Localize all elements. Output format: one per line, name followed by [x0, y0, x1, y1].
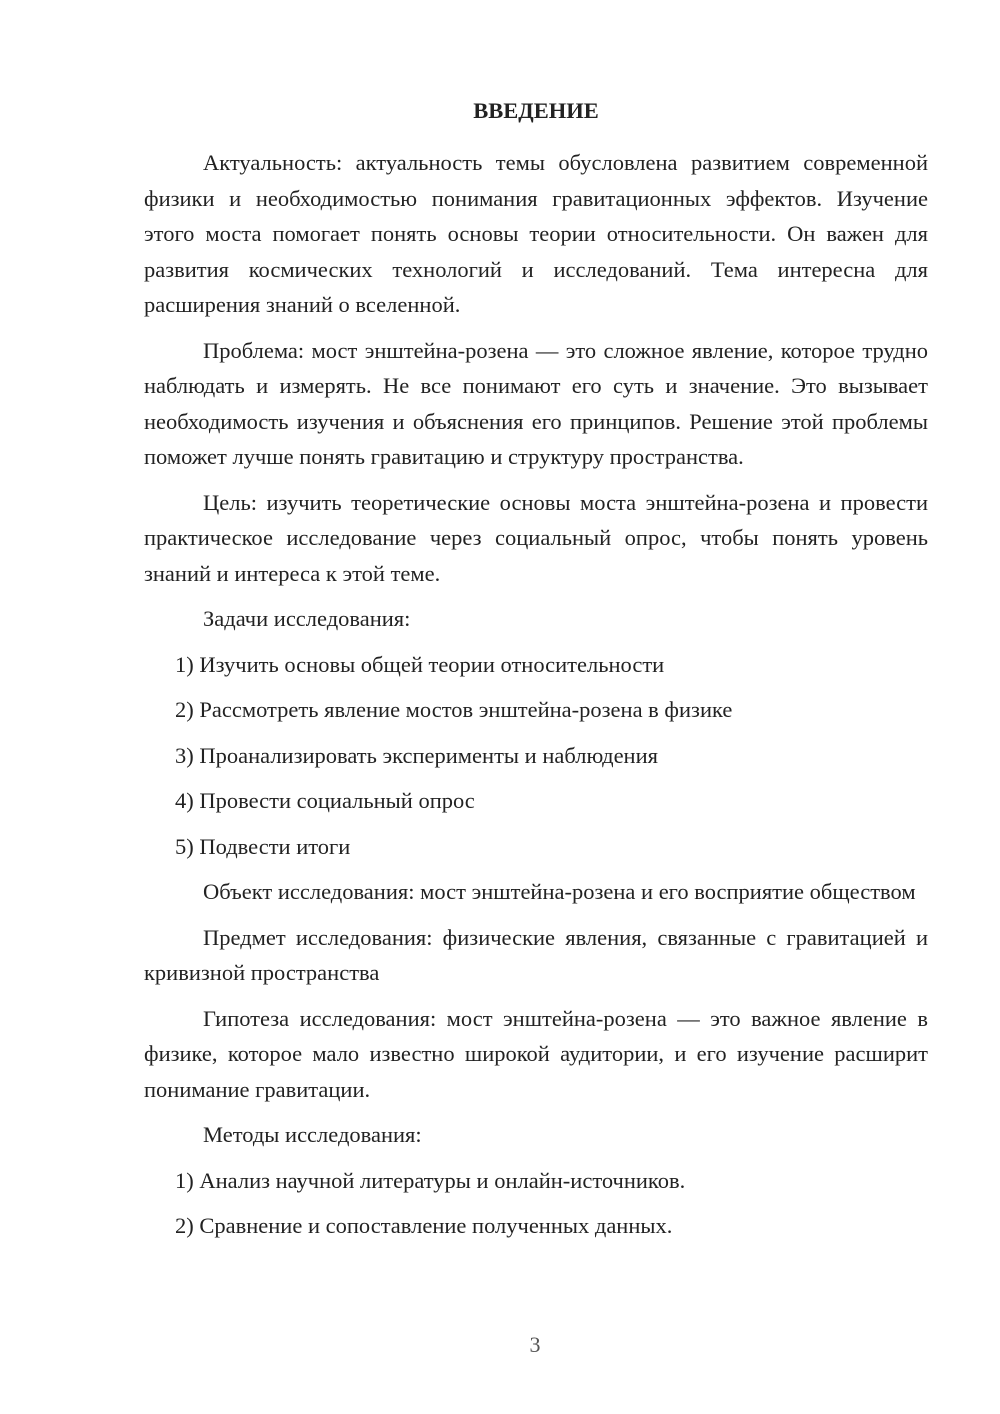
list-item-task-3: 3) Проанализировать эксперименты и наблюдения	[175, 742, 658, 768]
paragraph-problem: Проблема: мост энштейна-розена — это сложное явление, которое трудно наблюдать и измерять. Не все понимают его суть и значение. Это вызывает необходимость изучения и объяснения его принципов. Решение этой проблемы поможет лучше понять гравитацию и структуру пространства.	[144, 337, 928, 469]
document-page	[144, 96, 928, 1244]
page-number: 3	[529, 1332, 541, 1357]
section-heading: ВВЕДЕНИЕ	[473, 98, 599, 123]
list-item-task-2: 2) Рассмотреть явление мостов энштейна-розена в физике	[175, 697, 733, 722]
list-item-task-1: 1) Изучить основы общей теории относительности	[175, 651, 665, 677]
paragraph-relevance: Актуальность: актуальность темы обусловлена развитием современной физики и необходимостью понимания гравитационных эффектов. Изучение этого моста помогает понять основы теории относительности. Он важен для развития космических технологий и исследований. Тема интересна для расширения знаний о вселенной.	[144, 150, 928, 317]
list-item-task-4: 4) Провести социальный опрос	[175, 788, 475, 813]
paragraph-subject: Предмет исследования: физические явления, связанные с гравитацией и кривизной пространства	[144, 924, 928, 985]
list-item-method-1: 1) Анализ научной литературы и онлайн-источников.	[175, 1167, 686, 1193]
list-item-method-2: 2) Сравнение и сопоставление полученных данных.	[175, 1213, 673, 1238]
paragraph-object: Объект исследования: мост энштейна-розена и его восприятие обществом	[203, 879, 916, 904]
paragraph-goal: Цель: изучить теоретические основы моста энштейна-розена и провести практическое исследование через социальный опрос, чтобы понять уровень знаний и интереса к этой теме.	[144, 489, 928, 586]
paragraph-hypothesis: Гипотеза исследования: мост энштейна-розена — это важное явление в физике, которое мало известно широкой аудитории, и его изучение расширит понимание гравитации.	[144, 1005, 928, 1102]
paragraph-methods-heading: Методы исследования:	[203, 1122, 422, 1147]
paragraph-tasks-heading: Задачи исследования:	[203, 606, 411, 631]
list-item-task-5: 5) Подвести итоги	[175, 833, 351, 859]
